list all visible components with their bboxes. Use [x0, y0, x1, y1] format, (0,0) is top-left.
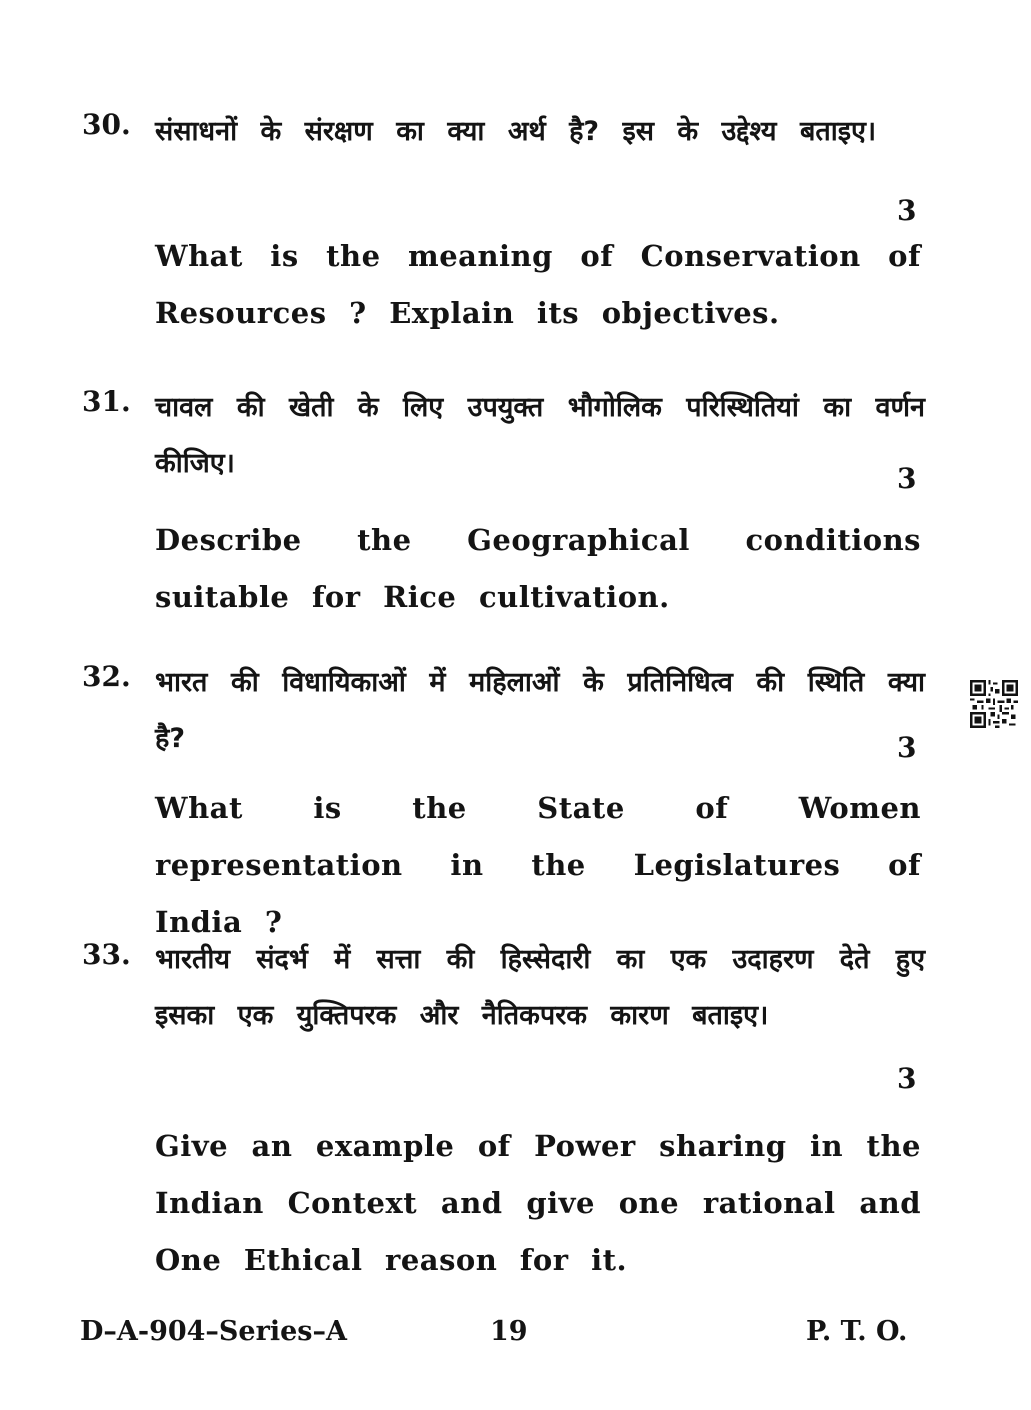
please-turn-over: P. T. O.: [806, 1316, 908, 1347]
question-marks: 3: [897, 731, 917, 764]
question-marks: 3: [897, 1062, 917, 1095]
page-number: 19: [490, 1316, 528, 1347]
question-text-english: What is the meaning of Conservation of Resources ? Explain its objectives.: [155, 239, 921, 330]
question-number: 32.: [82, 660, 131, 693]
question-marks: 3: [897, 462, 917, 495]
question-text-english: Give an example of Power sharing in the Indian Context and give one rational and One Ethical reason for it.: [155, 1129, 921, 1277]
question-text-hindi: भारतीय संदर्भ में सत्ता की हिस्सेदारी का एक उदाहरण देते हुए इसका एक युक्तिपरक और नैतिकपरक कारण बताइए।: [155, 944, 925, 1031]
question-text-hindi: संसाधनों के संरक्षण का क्या अर्थ है? इस के उद्देश्य बताइए।: [155, 116, 877, 147]
qr-code-icon: [970, 680, 1018, 728]
question-number: 31.: [82, 385, 131, 418]
question-text-hindi: चावल की खेती के लिए उपयुक्त भौगोलिक परिस्थितियां का वर्णन कीजिए।: [155, 392, 925, 479]
question-number: 33.: [82, 938, 131, 971]
question-text-hindi: भारत की विधायिकाओं में महिलाओं के प्रतिनिधित्व की स्थिति क्या है?: [155, 667, 925, 754]
question-number: 30.: [82, 108, 131, 141]
paper-code: D–A-904–Series–A: [80, 1316, 347, 1347]
question-marks: 3: [897, 194, 917, 227]
question-text-english: Describe the Geographical conditions suitable for Rice cultivation.: [155, 523, 921, 614]
question-text-english: What is the State of Women representation in the Legislatures of India ?: [155, 791, 921, 939]
